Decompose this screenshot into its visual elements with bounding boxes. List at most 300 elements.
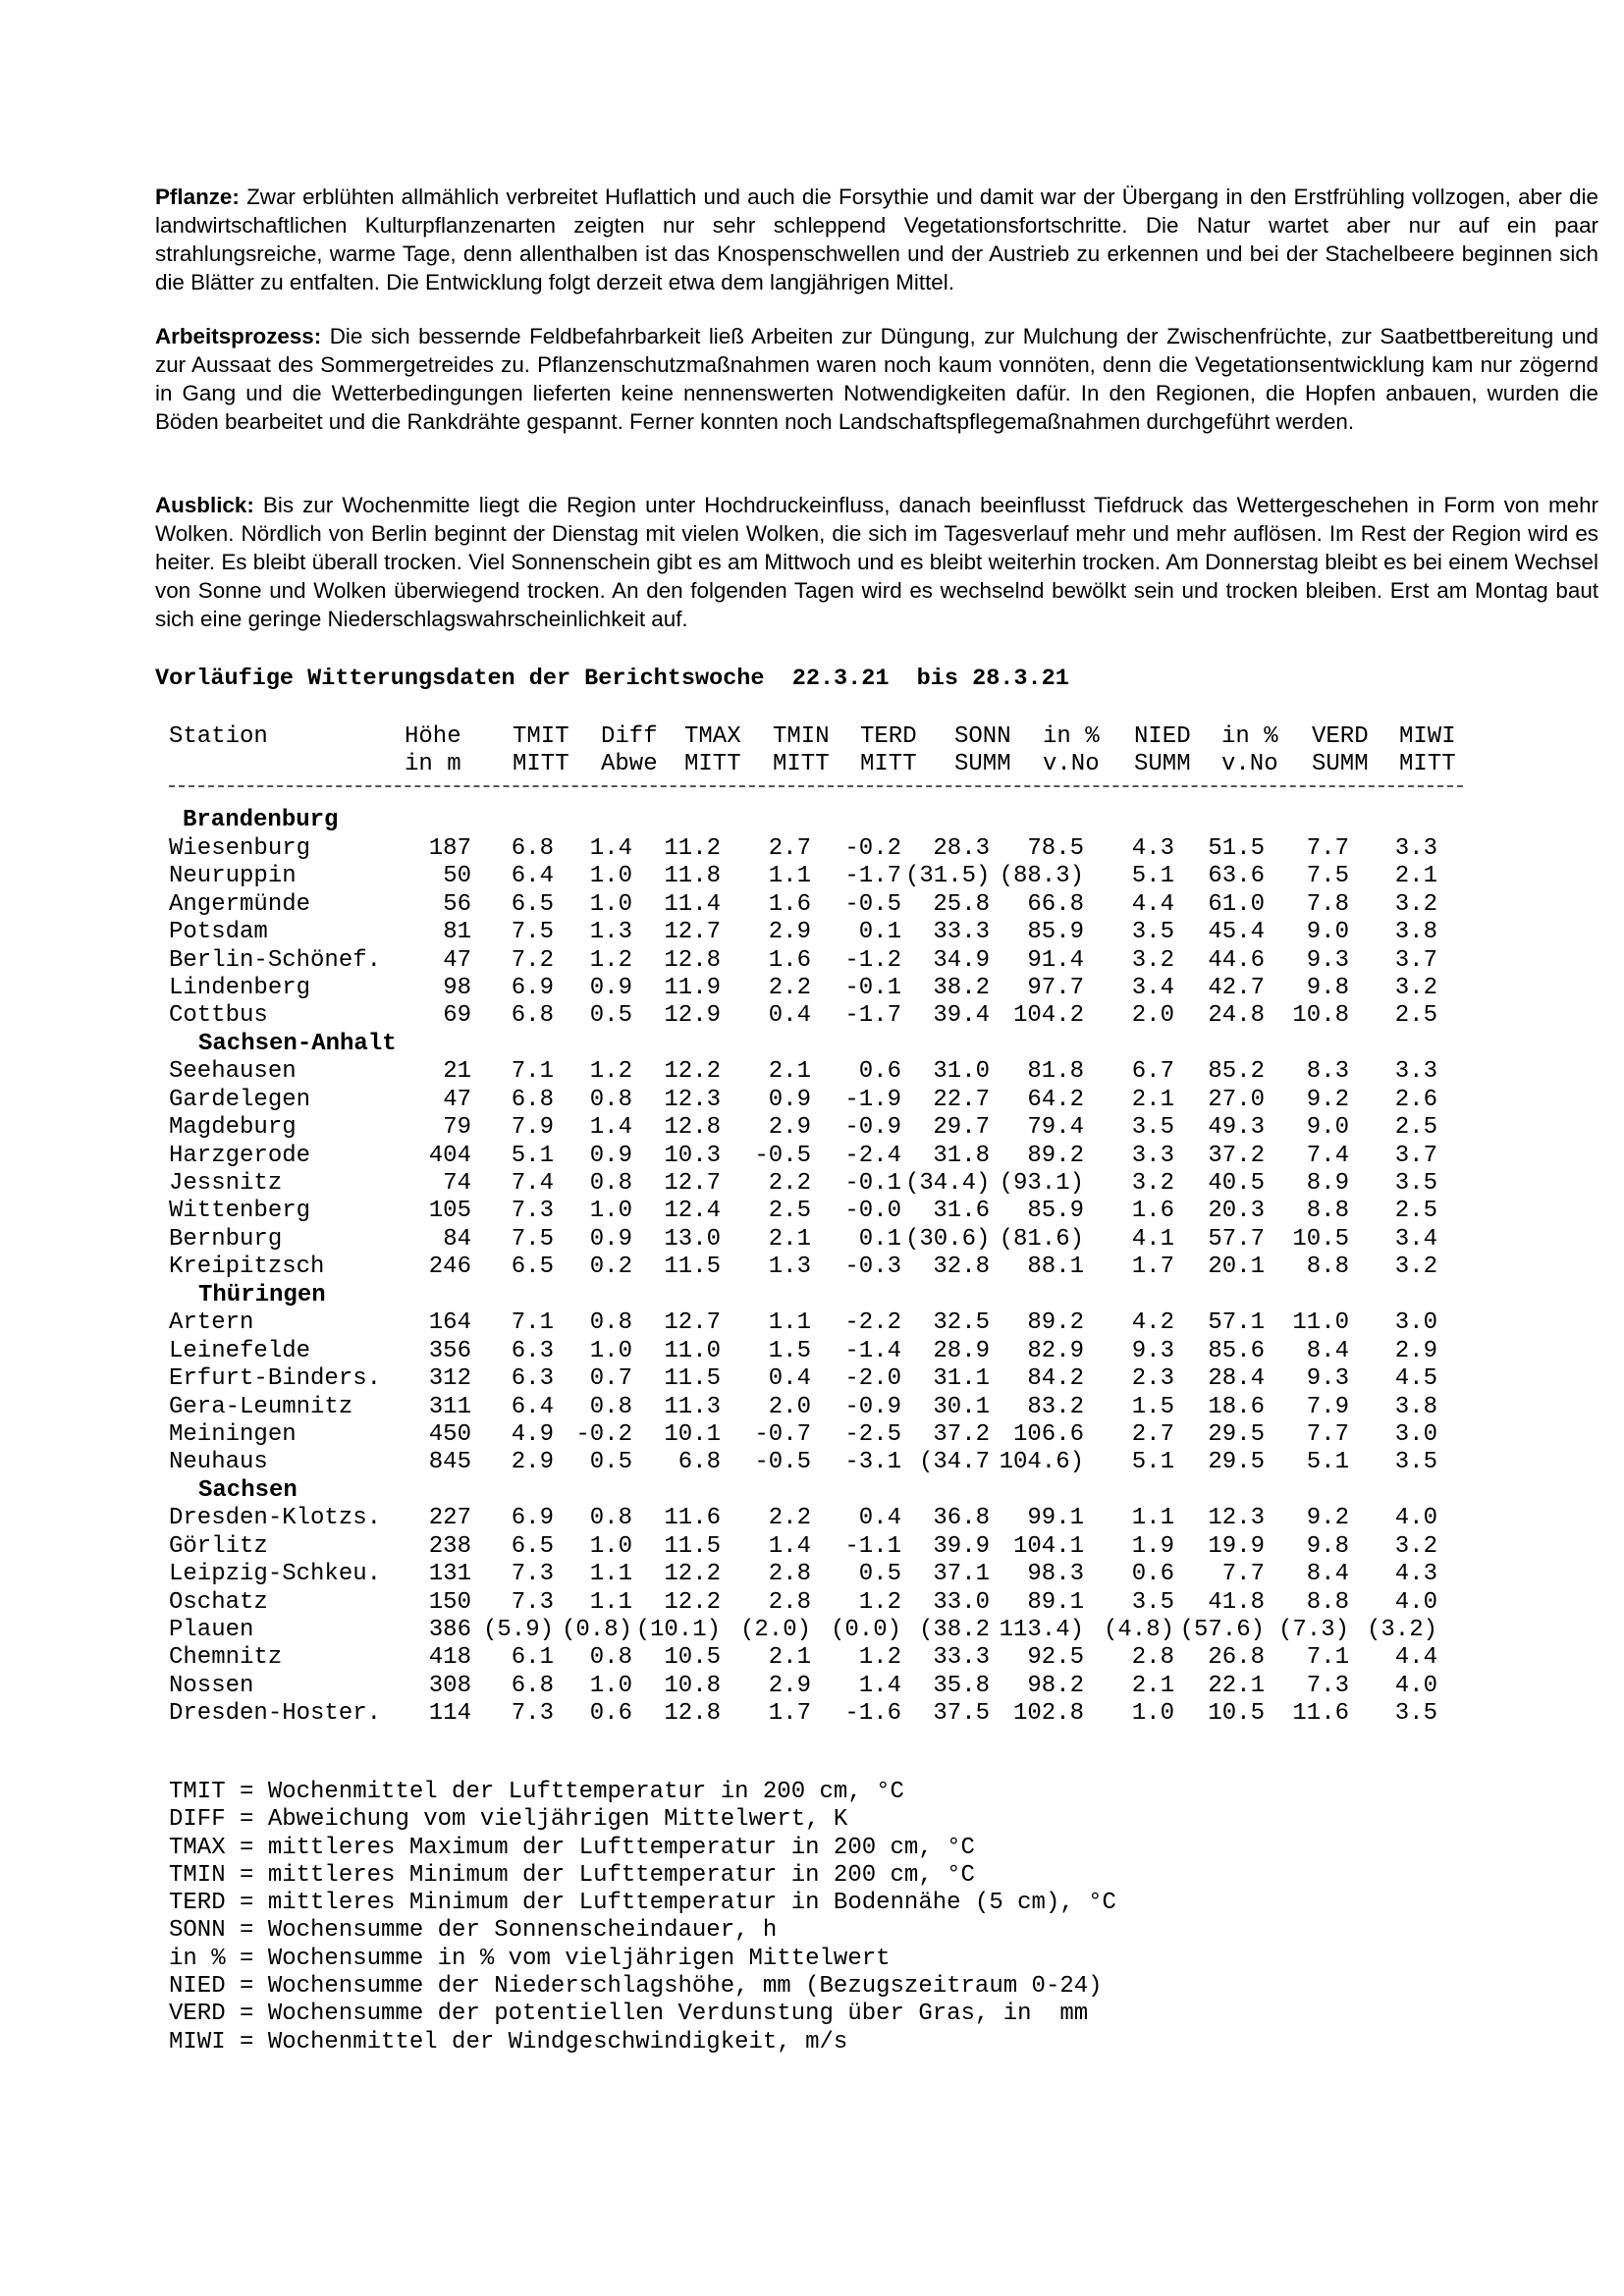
table-row bbox=[169, 1254, 1485, 1281]
table-cell: 6.9 bbox=[511, 1505, 554, 1532]
table-cell: 91.4 bbox=[1027, 946, 1084, 974]
column-header: Abwe bbox=[601, 751, 658, 778]
table-cell: 37.2 bbox=[933, 1420, 990, 1448]
table-cell: 1.1 bbox=[589, 1588, 632, 1616]
table-cell: 69 bbox=[443, 1002, 471, 1030]
table-cell: 3.8 bbox=[1394, 919, 1437, 946]
station-name: Gera-Leumnitz bbox=[169, 1393, 353, 1420]
table-cell: 113.4) bbox=[999, 1617, 1084, 1643]
table-cell: 0.1 bbox=[858, 1225, 901, 1253]
table-cell: 5.1 bbox=[1306, 1449, 1349, 1476]
table-cell: 312 bbox=[428, 1365, 471, 1393]
table-cell: (30.6) bbox=[905, 1225, 991, 1253]
table-cell: 0.4 bbox=[768, 1365, 811, 1393]
region-name: Thüringen bbox=[198, 1281, 326, 1308]
station-name: Potsdam bbox=[169, 919, 268, 946]
table-cell: 8.8 bbox=[1306, 1254, 1349, 1281]
table-cell: (57.6) bbox=[1179, 1617, 1265, 1643]
table-cell: -1.2 bbox=[844, 946, 901, 974]
table-cell: -0.2 bbox=[575, 1420, 632, 1448]
table-cell: 10.5 bbox=[1292, 1225, 1349, 1253]
table-cell: 50 bbox=[443, 863, 471, 890]
table-cell: 3.5 bbox=[1394, 1170, 1437, 1197]
table-cell: 3.8 bbox=[1394, 1393, 1437, 1420]
table-cell: 104.1 bbox=[1012, 1532, 1084, 1560]
table-cell: 0.2 bbox=[589, 1254, 632, 1281]
table-cell: 36.8 bbox=[933, 1505, 990, 1532]
table-cell: 37.2 bbox=[1208, 1142, 1265, 1169]
table-cell: 12.8 bbox=[664, 946, 721, 974]
table-cell: 85.6 bbox=[1208, 1337, 1265, 1364]
table-cell: 89.1 bbox=[1027, 1588, 1084, 1616]
table-cell: 2.6 bbox=[1394, 1086, 1437, 1113]
table-cell: 6.5 bbox=[511, 890, 554, 918]
table-cell: 38.2 bbox=[933, 974, 990, 1001]
table-cell: -0.9 bbox=[844, 1114, 901, 1142]
table-cell: 89.2 bbox=[1027, 1142, 1084, 1169]
station-name: Lindenberg bbox=[169, 974, 311, 1001]
table-cell: 0.8 bbox=[589, 1393, 632, 1420]
table-cell: 311 bbox=[428, 1393, 471, 1420]
table-cell: 6.8 bbox=[511, 834, 554, 862]
legend-line: TMIN = mittleres Minimum der Lufttemperatur in 200 cm, °C bbox=[169, 1861, 975, 1889]
table-cell: 104.2 bbox=[1012, 1002, 1084, 1030]
table-row bbox=[169, 1617, 1485, 1644]
table-cell: 2.1 bbox=[768, 1225, 811, 1253]
table-cell: (34.7 bbox=[918, 1449, 990, 1476]
table-cell: 131 bbox=[428, 1561, 471, 1588]
station-name: Neuruppin bbox=[169, 863, 297, 890]
column-header: in m bbox=[405, 751, 461, 778]
table-cell: 27.0 bbox=[1208, 1086, 1265, 1113]
table-cell: 1.2 bbox=[858, 1588, 901, 1616]
table-cell: 7.1 bbox=[1306, 1644, 1349, 1672]
table-cell: 1.0 bbox=[589, 863, 632, 890]
table-cell: 2.1 bbox=[768, 1058, 811, 1086]
table-cell: 0.4 bbox=[768, 1002, 811, 1030]
table-cell: 84 bbox=[443, 1225, 471, 1253]
table-cell: -2.5 bbox=[844, 1420, 901, 1448]
table-cell: 2.0 bbox=[768, 1393, 811, 1420]
table-cell: 8.4 bbox=[1306, 1337, 1349, 1364]
table-cell: 1.3 bbox=[589, 919, 632, 946]
table-cell: 3.5 bbox=[1131, 919, 1174, 946]
table-cell: 1.1 bbox=[589, 1561, 632, 1588]
table-cell: 3.0 bbox=[1394, 1420, 1437, 1448]
table-cell: 105 bbox=[428, 1198, 471, 1225]
table-cell: 2.9 bbox=[768, 1114, 811, 1142]
table-cell: 0.8 bbox=[589, 1170, 632, 1197]
table-cell: 3.2 bbox=[1394, 1254, 1437, 1281]
table-cell: 6.8 bbox=[511, 1672, 554, 1699]
table-cell: 7.8 bbox=[1306, 890, 1349, 918]
table-cell: 1.7 bbox=[768, 1700, 811, 1728]
table-cell: (93.1) bbox=[999, 1170, 1084, 1197]
station-name: Nossen bbox=[169, 1672, 254, 1699]
table-cell: 3.2 bbox=[1394, 974, 1437, 1001]
table-cell: 9.3 bbox=[1131, 1337, 1174, 1364]
table-cell: 7.3 bbox=[511, 1561, 554, 1588]
table-cell: 84.2 bbox=[1027, 1365, 1084, 1393]
table-cell: 1.2 bbox=[858, 1644, 901, 1672]
table-cell: 1.6 bbox=[768, 890, 811, 918]
table-cell: 1.0 bbox=[589, 890, 632, 918]
date-from: 22.3.21 bbox=[791, 666, 890, 692]
table-cell: (88.3) bbox=[999, 863, 1084, 890]
table-cell: 7.7 bbox=[1306, 1420, 1349, 1448]
table-cell: 8.8 bbox=[1306, 1198, 1349, 1225]
table-cell: 33.3 bbox=[933, 1644, 990, 1672]
table-cell: 24.8 bbox=[1208, 1002, 1265, 1030]
table-cell: 97.7 bbox=[1027, 974, 1084, 1001]
table-row bbox=[169, 1644, 1485, 1672]
table-cell: 12.2 bbox=[664, 1588, 721, 1616]
rule-spacer bbox=[169, 779, 1485, 807]
table-cell: -2.0 bbox=[844, 1365, 901, 1393]
table-cell: 11.8 bbox=[664, 863, 721, 890]
region-name: Brandenburg bbox=[183, 807, 339, 834]
table-cell: (10.1) bbox=[635, 1617, 721, 1643]
table-cell: 3.5 bbox=[1394, 1700, 1437, 1728]
table-cell: 26.8 bbox=[1208, 1644, 1265, 1672]
table-cell: 0.5 bbox=[858, 1561, 901, 1588]
table-cell: 6.8 bbox=[511, 1086, 554, 1113]
station-name: Neuhaus bbox=[169, 1449, 268, 1476]
table-cell: 1.6 bbox=[768, 946, 811, 974]
table-cell: 1.4 bbox=[589, 1114, 632, 1142]
table-cell: -0.1 bbox=[844, 1170, 901, 1197]
table-cell: 3.7 bbox=[1394, 946, 1437, 974]
column-header: SUMM bbox=[1312, 751, 1369, 778]
table-cell: 11.2 bbox=[664, 834, 721, 862]
table-cell: 82.9 bbox=[1027, 1337, 1084, 1364]
table-cell: 164 bbox=[428, 1309, 471, 1337]
table-cell: 9.0 bbox=[1306, 1114, 1349, 1142]
table-cell: 4.0 bbox=[1394, 1672, 1437, 1699]
table-cell: 1.0 bbox=[589, 1532, 632, 1560]
table-cell: 9.0 bbox=[1306, 919, 1349, 946]
table-cell: 11.4 bbox=[664, 890, 721, 918]
table-cell: 11.9 bbox=[664, 974, 721, 1001]
table-cell: -0.7 bbox=[754, 1420, 811, 1448]
column-header: in % bbox=[1221, 723, 1278, 750]
table-heading bbox=[155, 666, 1069, 692]
table-cell: 3.7 bbox=[1394, 1142, 1437, 1169]
table-row bbox=[169, 1338, 1485, 1365]
table-cell: 57.1 bbox=[1208, 1309, 1265, 1337]
column-header: TMAX bbox=[684, 723, 741, 750]
table-cell: 22.1 bbox=[1208, 1672, 1265, 1699]
table-cell: 1.7 bbox=[1131, 1254, 1174, 1281]
column-header: NIED bbox=[1134, 723, 1191, 750]
table-cell: 1.6 bbox=[1131, 1198, 1174, 1225]
table-row bbox=[169, 1505, 1485, 1532]
table-cell: 9.2 bbox=[1306, 1086, 1349, 1113]
table-cell: 6.7 bbox=[1131, 1058, 1174, 1086]
paragraph-label: Pflanze: bbox=[155, 185, 240, 209]
table-cell: 6.8 bbox=[511, 1002, 554, 1030]
table-cell: 88.1 bbox=[1027, 1254, 1084, 1281]
table-cell: 3.2 bbox=[1131, 1170, 1174, 1197]
table-cell: 89.2 bbox=[1027, 1309, 1084, 1337]
table-cell: 3.4 bbox=[1394, 1225, 1437, 1253]
table-cell: 12.4 bbox=[664, 1198, 721, 1225]
table-cell: (0.0) bbox=[830, 1617, 901, 1643]
table-cell: 0.4 bbox=[858, 1505, 901, 1532]
table-cell: 2.3 bbox=[1131, 1365, 1174, 1393]
table-row bbox=[169, 1421, 1485, 1449]
table-cell: 51.5 bbox=[1208, 834, 1265, 862]
table-cell: 10.1 bbox=[664, 1420, 721, 1448]
table-cell: 0.8 bbox=[589, 1505, 632, 1532]
table-row bbox=[169, 1533, 1485, 1561]
table-cell: 79.4 bbox=[1027, 1114, 1084, 1142]
table-cell: 1.0 bbox=[589, 1198, 632, 1225]
table-cell: 3.0 bbox=[1394, 1309, 1437, 1337]
table-row bbox=[169, 1087, 1485, 1114]
table-cell: 1.5 bbox=[1131, 1393, 1174, 1420]
station-name: Bernburg bbox=[169, 1225, 283, 1253]
table-cell: 9.8 bbox=[1306, 1532, 1349, 1560]
table-cell: 0.6 bbox=[858, 1058, 901, 1086]
table-cell: 81.8 bbox=[1027, 1058, 1084, 1086]
table-cell: 3.2 bbox=[1394, 1532, 1437, 1560]
table-cell: 1.3 bbox=[768, 1254, 811, 1281]
table-cell: 2.7 bbox=[1131, 1420, 1174, 1448]
table-cell: 32.5 bbox=[933, 1309, 990, 1337]
paragraph-arbeitsprozess bbox=[155, 322, 1598, 436]
table-cell: 8.8 bbox=[1306, 1588, 1349, 1616]
table-cell: 2.1 bbox=[1131, 1672, 1174, 1699]
table-cell: 78.5 bbox=[1027, 834, 1084, 862]
table-cell: 8.3 bbox=[1306, 1058, 1349, 1086]
table-cell: 10.5 bbox=[664, 1644, 721, 1672]
table-cell: 12.2 bbox=[664, 1058, 721, 1086]
table-cell: (2.0) bbox=[739, 1617, 811, 1643]
table-cell: 7.5 bbox=[511, 919, 554, 946]
table-cell: 2.9 bbox=[1394, 1337, 1437, 1364]
table-cell: 308 bbox=[428, 1672, 471, 1699]
table-cell: (5.9) bbox=[483, 1617, 555, 1643]
table-cell: 0.8 bbox=[589, 1309, 632, 1337]
table-cell: 28.3 bbox=[933, 834, 990, 862]
table-cell: 98 bbox=[443, 974, 471, 1001]
table-cell: 18.6 bbox=[1208, 1393, 1265, 1420]
table-cell: 11.6 bbox=[664, 1505, 721, 1532]
paragraph-text: Zwar erblühten allmählich verbreitet Huflattich und auch die Forsythie und damit war der Übergang in den Erstfrühling vollzogen, aber die landwirtschaftlichen Kulturpflanzenarten zeigten nur sehr schleppend Vegetationsfortschritte. Die Natur wartet aber nur auf ein paar strahlungsreiche, warme Tage, denn allenthalben ist das Knospenschwellen und der Austrieb zu erkennen und bei der Stachelbeere beginnen sich die Blätter zu entfalten. Die Entwicklung folgt derzeit etwa dem langjährigen Mittel. bbox=[155, 185, 1598, 294]
table-cell: 12.3 bbox=[1208, 1505, 1265, 1532]
table-cell: 33.0 bbox=[933, 1588, 990, 1616]
table-cell: 22.7 bbox=[933, 1086, 990, 1113]
table-cell: 0.9 bbox=[589, 1225, 632, 1253]
table-cell: 56 bbox=[443, 890, 471, 918]
station-name: Artern bbox=[169, 1309, 254, 1337]
table-cell: 64.2 bbox=[1027, 1086, 1084, 1113]
table-cell: 0.9 bbox=[589, 1142, 632, 1169]
table-cell: 29.5 bbox=[1208, 1420, 1265, 1448]
station-name: Plauen bbox=[169, 1617, 254, 1643]
region-header-row bbox=[169, 807, 1485, 834]
table-cell: 9.3 bbox=[1306, 1365, 1349, 1393]
table-cell: 12.7 bbox=[664, 1170, 721, 1197]
column-header: TERD bbox=[860, 723, 917, 750]
table-cell: 92.5 bbox=[1027, 1644, 1084, 1672]
table-cell: 450 bbox=[428, 1420, 471, 1448]
table-cell: 4.3 bbox=[1131, 834, 1174, 862]
table-cell: 21 bbox=[443, 1058, 471, 1086]
station-name: Chemnitz bbox=[169, 1644, 283, 1672]
table-cell: 85.9 bbox=[1027, 919, 1084, 946]
table-cell: 66.8 bbox=[1027, 890, 1084, 918]
table-cell: 5.1 bbox=[1131, 1449, 1174, 1476]
table-cell: 2.5 bbox=[1394, 1198, 1437, 1225]
legend-line: in % = Wochensumme in % vom vieljährigen Mittelwert bbox=[169, 1945, 891, 1972]
table-cell: -0.2 bbox=[844, 834, 901, 862]
table-cell: 2.9 bbox=[768, 919, 811, 946]
table-cell: 1.1 bbox=[1131, 1505, 1174, 1532]
legend-line: VERD = Wochensumme der potentiellen Verdunstung über Gras, in mm bbox=[169, 2001, 1089, 2028]
table-cell: 104.6) bbox=[999, 1449, 1084, 1476]
table-cell: 3.2 bbox=[1394, 890, 1437, 918]
table-cell: 29.7 bbox=[933, 1114, 990, 1142]
table-cell: -3.1 bbox=[844, 1449, 901, 1476]
table-cell: 6.8 bbox=[677, 1449, 721, 1476]
table-cell: 0.8 bbox=[589, 1086, 632, 1113]
table-row bbox=[169, 1449, 1485, 1476]
table-cell: 2.1 bbox=[1131, 1086, 1174, 1113]
date-separator: bis bbox=[916, 666, 958, 692]
table-cell: 13.0 bbox=[664, 1225, 721, 1253]
table-cell: 4.0 bbox=[1394, 1588, 1437, 1616]
table-cell: 1.9 bbox=[1131, 1532, 1174, 1560]
table-cell: 2.7 bbox=[768, 834, 811, 862]
table-cell: -1.6 bbox=[844, 1700, 901, 1728]
table-cell: 11.5 bbox=[664, 1365, 721, 1393]
table-cell: 11.3 bbox=[664, 1393, 721, 1420]
legend-line: TMIT = Wochenmittel der Lufttemperatur in 200 cm, °C bbox=[169, 1779, 904, 1805]
table-cell: 2.8 bbox=[768, 1561, 811, 1588]
paragraph-label: Ausblick: bbox=[155, 493, 254, 517]
column-header: SUMM bbox=[954, 751, 1011, 778]
table-cell: -0.5 bbox=[754, 1142, 811, 1169]
table-cell: 1.0 bbox=[589, 1672, 632, 1699]
table-cell: -1.7 bbox=[844, 1002, 901, 1030]
table-header-row bbox=[169, 723, 1485, 751]
table-cell: 7.3 bbox=[511, 1700, 554, 1728]
table-row bbox=[169, 1394, 1485, 1421]
table-cell: 49.3 bbox=[1208, 1114, 1265, 1142]
header-divider bbox=[169, 785, 1463, 787]
table-cell: 2.2 bbox=[768, 1170, 811, 1197]
table-cell: 79 bbox=[443, 1114, 471, 1142]
table-cell: 845 bbox=[428, 1449, 471, 1476]
station-name: Angermünde bbox=[169, 890, 311, 918]
table-row bbox=[169, 1365, 1485, 1393]
table-cell: 37.5 bbox=[933, 1700, 990, 1728]
table-cell: 11.0 bbox=[1292, 1309, 1349, 1337]
table-cell: -2.4 bbox=[844, 1142, 901, 1169]
table-cell: 85.9 bbox=[1027, 1198, 1084, 1225]
table-cell: 5.1 bbox=[511, 1142, 554, 1169]
table-cell: 9.2 bbox=[1306, 1505, 1349, 1532]
region-name: Sachsen-Anhalt bbox=[198, 1030, 397, 1057]
table-cell: (31.5) bbox=[905, 863, 991, 890]
table-cell: 42.7 bbox=[1208, 974, 1265, 1001]
station-name: Kreipitzsch bbox=[169, 1254, 325, 1281]
column-header: Diff bbox=[601, 723, 658, 750]
table-cell: 10.5 bbox=[1208, 1700, 1265, 1728]
station-name: Meiningen bbox=[169, 1420, 297, 1448]
table-cell: 6.9 bbox=[511, 974, 554, 1001]
table-cell: 10.3 bbox=[664, 1142, 721, 1169]
table-cell: 7.3 bbox=[511, 1198, 554, 1225]
table-cell: 0.8 bbox=[589, 1644, 632, 1672]
table-cell: 28.9 bbox=[933, 1337, 990, 1364]
table-cell: 386 bbox=[428, 1617, 471, 1643]
table-title: Vorläufige Witterungsdaten der Berichtswoche bbox=[155, 666, 765, 692]
table-cell: 7.1 bbox=[511, 1058, 554, 1086]
table-row bbox=[169, 1561, 1485, 1588]
table-row bbox=[169, 1309, 1485, 1337]
table-cell: 6.5 bbox=[511, 1254, 554, 1281]
station-name: Wiesenburg bbox=[169, 834, 311, 862]
table-cell: 7.7 bbox=[1306, 834, 1349, 862]
table-cell: 28.4 bbox=[1208, 1365, 1265, 1393]
station-name: Gardelegen bbox=[169, 1086, 311, 1113]
station-name: Leipzig-Schkeu. bbox=[169, 1561, 382, 1588]
table-row bbox=[169, 975, 1485, 1002]
table-cell: 2.2 bbox=[768, 974, 811, 1001]
table-cell: 40.5 bbox=[1208, 1170, 1265, 1197]
table-cell: 4.1 bbox=[1131, 1225, 1174, 1253]
table-cell: 0.6 bbox=[589, 1700, 632, 1728]
table-row bbox=[169, 947, 1485, 975]
table-row bbox=[169, 1143, 1485, 1170]
table-row bbox=[169, 1198, 1485, 1225]
table-cell: 12.7 bbox=[664, 1309, 721, 1337]
table-cell: 2.0 bbox=[1131, 1002, 1174, 1030]
table-cell: 7.3 bbox=[1306, 1672, 1349, 1699]
column-header: MITT bbox=[513, 751, 569, 778]
table-cell: 0.6 bbox=[1131, 1561, 1174, 1588]
table-row bbox=[169, 1114, 1485, 1142]
station-name: Wittenberg bbox=[169, 1198, 311, 1225]
table-row bbox=[169, 919, 1485, 946]
table-cell: (7.3) bbox=[1277, 1617, 1349, 1643]
region-name: Sachsen bbox=[198, 1476, 298, 1504]
table-cell: 7.7 bbox=[1221, 1561, 1265, 1588]
table-cell: 12.2 bbox=[664, 1561, 721, 1588]
table-cell: 2.9 bbox=[768, 1672, 811, 1699]
legend-line: TMAX = mittleres Maximum der Lufttemperatur in 200 cm, °C bbox=[169, 1834, 975, 1861]
paragraph-ausblick bbox=[155, 491, 1598, 633]
legend-line: DIFF = Abweichung vom vieljährigen Mittelwert, K bbox=[169, 1806, 848, 1834]
table-cell: 25.8 bbox=[933, 890, 990, 918]
table-cell: 20.1 bbox=[1208, 1254, 1265, 1281]
table-row bbox=[169, 1589, 1485, 1617]
table-cell: -1.9 bbox=[844, 1086, 901, 1113]
table-cell: 7.9 bbox=[511, 1114, 554, 1142]
table-cell: -0.9 bbox=[844, 1393, 901, 1420]
table-cell: 12.8 bbox=[664, 1114, 721, 1142]
table-cell: 1.2 bbox=[589, 1058, 632, 1086]
table-cell: 0.1 bbox=[858, 919, 901, 946]
table-cell: 187 bbox=[428, 834, 471, 862]
table-cell: 6.3 bbox=[511, 1337, 554, 1364]
table-cell: -0.0 bbox=[844, 1198, 901, 1225]
table-cell: 29.5 bbox=[1208, 1449, 1265, 1476]
table-cell: 7.1 bbox=[511, 1309, 554, 1337]
